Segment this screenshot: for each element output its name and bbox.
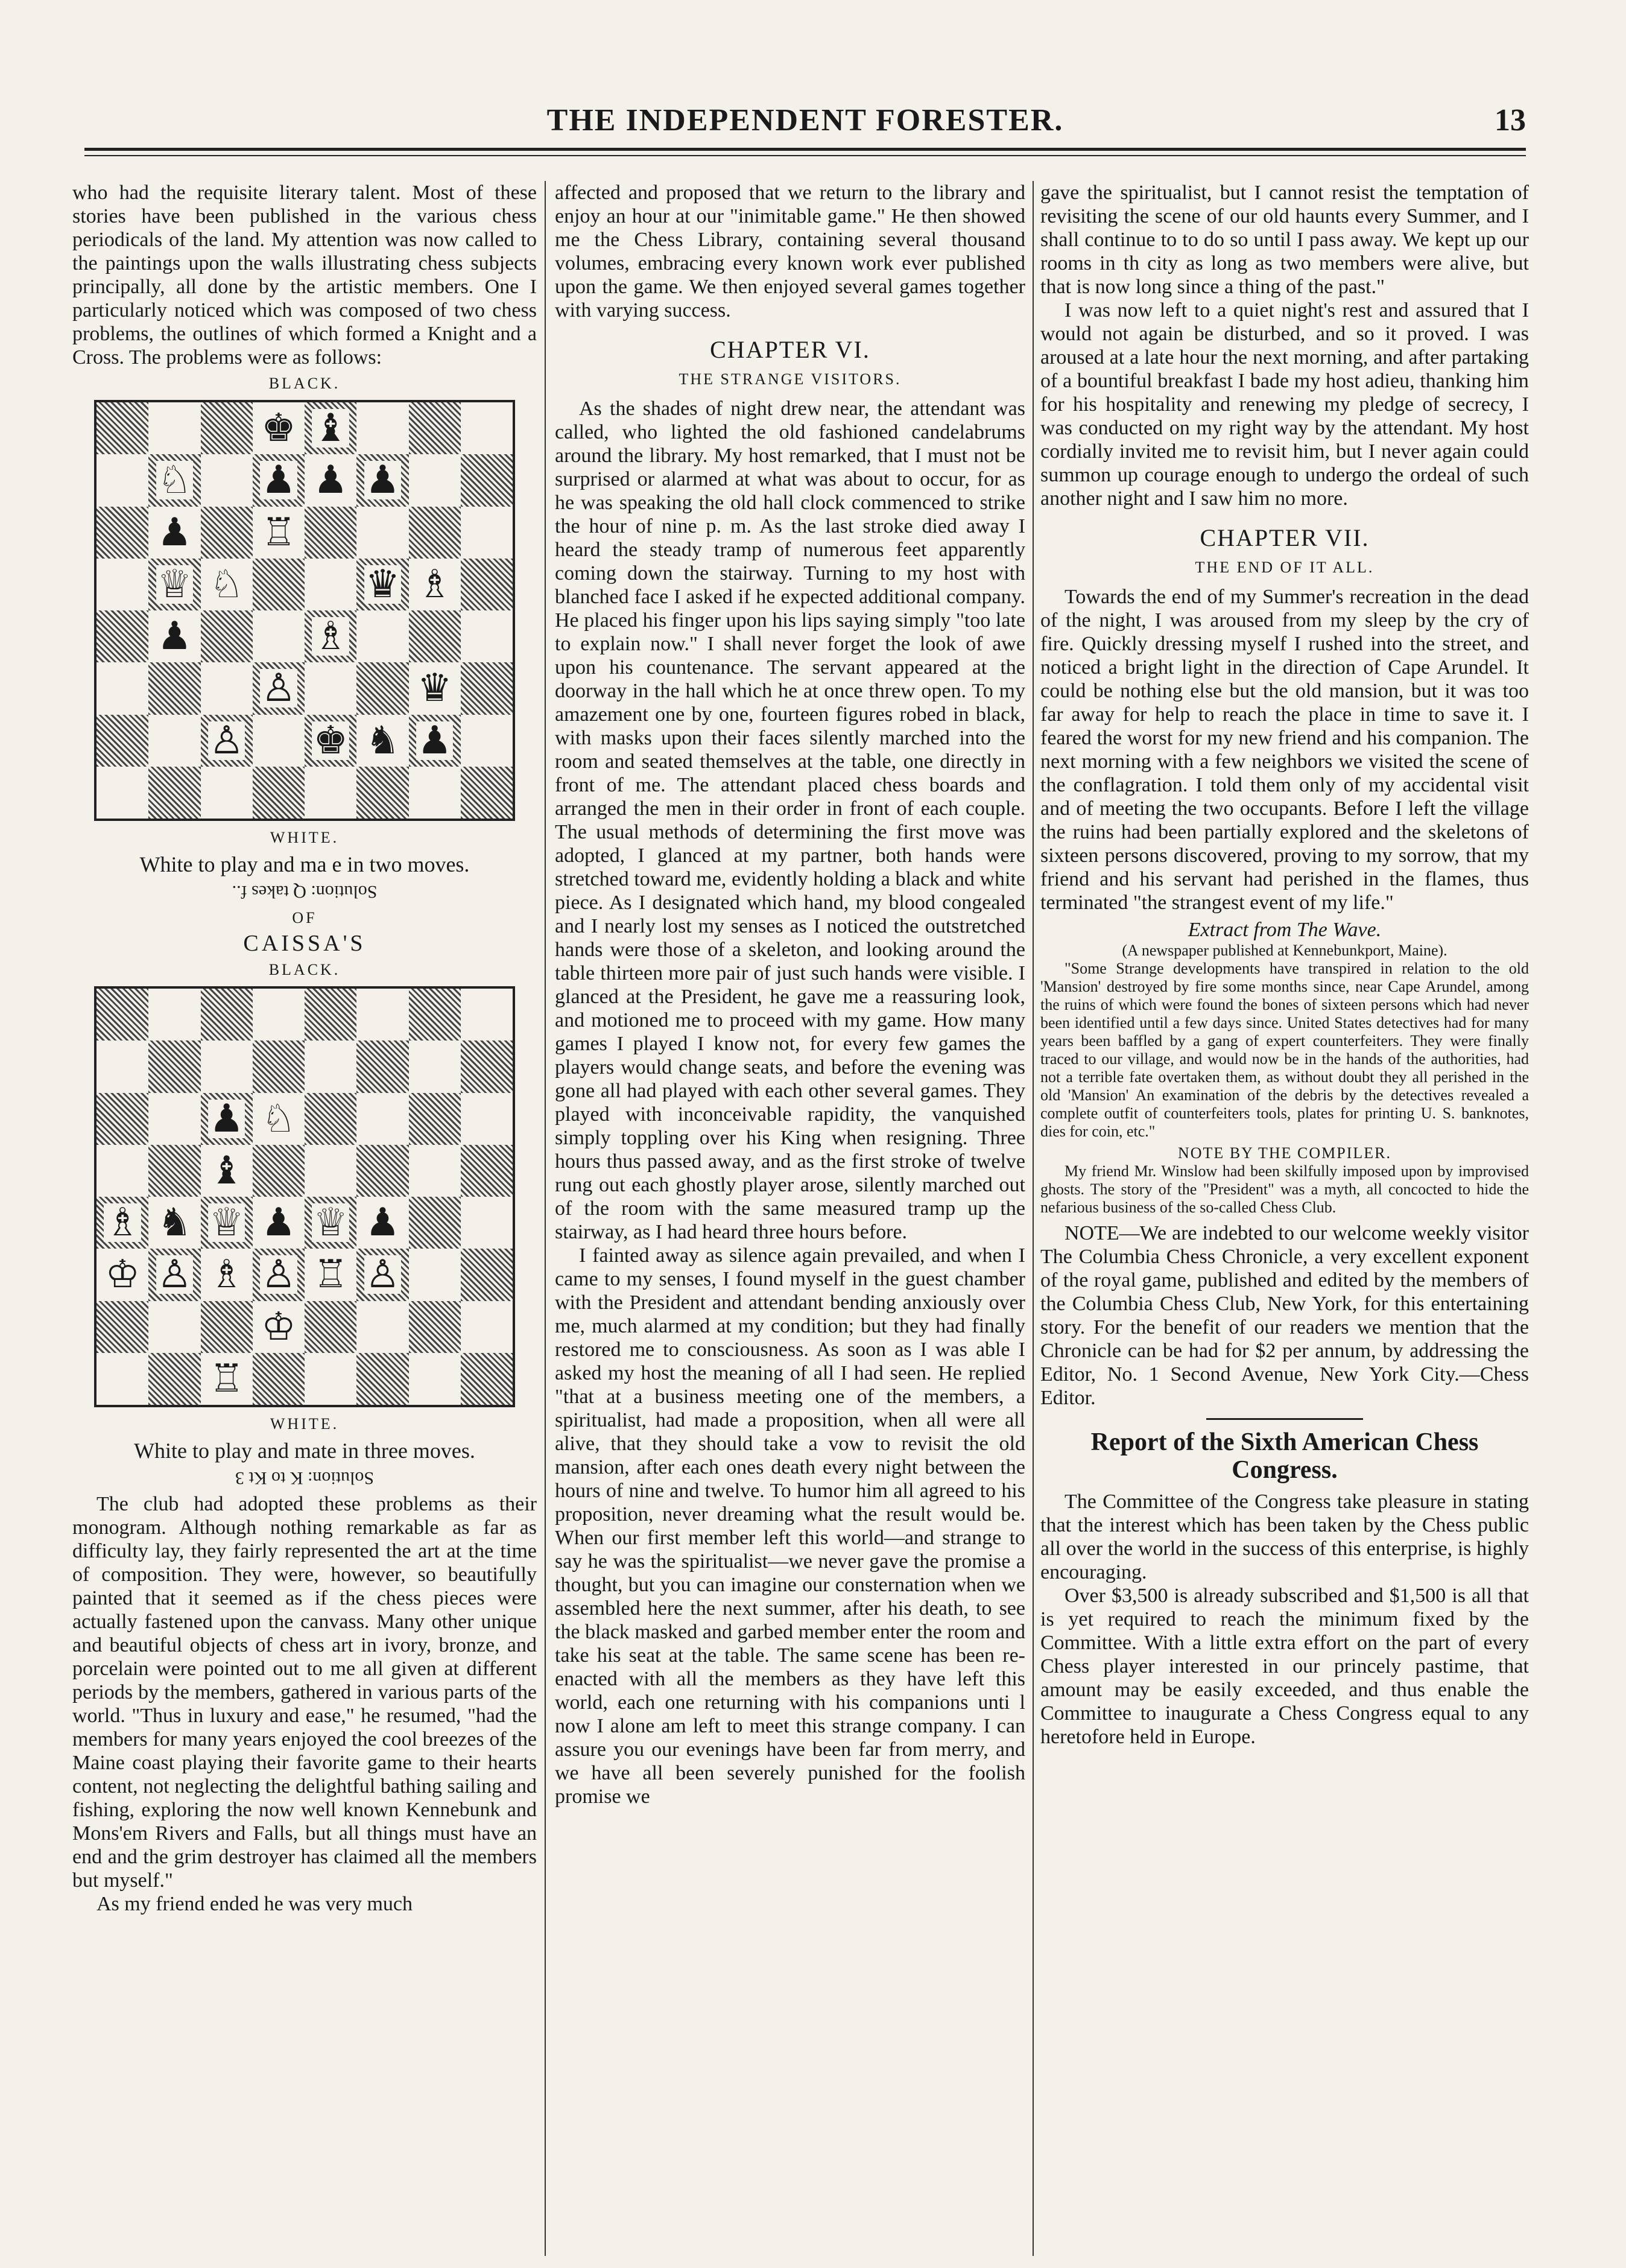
board-square [356,1301,408,1353]
board-square [148,559,200,610]
chapter-vii-heading: CHAPTER VII. [1200,524,1370,551]
board-square [356,662,408,714]
board-square [356,610,408,662]
chess-piece-icon: ♟ [157,510,192,555]
board-square [96,402,148,454]
board2-white-label: WHITE. [270,1415,340,1433]
board-square [96,1145,148,1197]
board-square [461,1093,513,1145]
board-square [409,454,461,506]
board-square [148,1249,200,1300]
chess-piece-icon: ♘ [261,1096,296,1141]
board-square [461,1041,513,1092]
chess-piece-icon: ♟ [417,718,452,763]
chess-piece-icon: ♙ [261,666,296,711]
board1-black-label: BLACK. [268,375,341,392]
board-square [305,767,356,819]
chess-piece-icon: ♟ [365,1200,400,1246]
board-square [409,1093,461,1145]
board-square [148,454,200,506]
column-divider-1 [545,181,546,2256]
board-square [201,610,253,662]
board-square [356,1249,408,1300]
board-square [253,1093,305,1145]
board-square [96,767,148,819]
board-square [409,715,461,767]
col3-paragraph-2: Towards the end of my Summer's recreation in the dead of the night, I was aroused from my sleep by the cry of fire. Quickly dressing myself I rushed into the street, and noticed a bright light in the direction of Cape Arundel. It could be nothing else but the old mansion, but it was too far away for help to reach the place in time to save it. I feared the worst for my new friend and his companion. The next morning with a few neighbors we visited the scene of the conflagration. I told them only of my accidental visit and of meeting the two occupants. Before I left the village the ruins had been partially explored and the skeletons of sixteen persons discovered, proving to my sorrow, that my friend and his servant had perished in the flames, thus terminated "the strangest event of my life." [1040,586,1529,914]
board-square [461,1197,513,1249]
column-1 [72,181,537,1916]
chess-piece-icon: ♟ [157,614,192,659]
chess-piece-icon: ♙ [209,718,244,763]
board-square [409,767,461,819]
board-square [253,1041,305,1092]
editor-note: NOTE—We are indebted to our welcome weekly visitor The Columbia Chess Chronicle, a very excellent exponent of the royal game, published and edited by the members of the Columbia Chess Club, New York, for this entertaining story. For the benefit of our readers we mention that the Chronicle can be had for $2 per annum, by addressing the Editor, No. 1 Second Avenue, New York City.—Chess Editor. [1040,1222,1529,1409]
board-square [461,1145,513,1197]
column-2 [555,181,1025,1808]
board-square [96,559,148,610]
chess-piece-icon: ♞ [157,1200,192,1246]
board-square [201,559,253,610]
chapter-vii-subheading: THE END OF IT ALL. [1195,559,1375,576]
column-divider-2 [1033,181,1034,2256]
board-square [148,1041,200,1092]
board-square [96,610,148,662]
of-label: OF [292,909,317,927]
chess-piece-icon: ♙ [365,1252,400,1297]
board-square [201,1145,253,1197]
chapter-vi-heading: CHAPTER VI. [710,336,870,363]
chess-piece-icon: ♟ [261,1200,296,1246]
board-square [148,767,200,819]
col3-paragraph-1: I was now left to a quiet night's rest and assured that I would not again be disturbed, and so it proved. I was aroused at a late hour the next morning, and after partaking of a bountiful breakfast I bade my host adieu, thanking him for his hospitality and renewing my pledge of secrecy, I was conducted on my right way by the attendant. My host cordially invited me to revisit him, but I never again could summon up courage enough to undergo the ordeal of such another night and I saw him no more. [1040,299,1529,510]
chess-piece-icon: ♗ [105,1200,140,1246]
board-square [305,1093,356,1145]
report-paragraph-1: The Committee of the Congress take pleasure in stating that the interest which has been taken by the Chess public all over the world in the success of this enterprise, is highly encouraging. [1040,1490,1529,1583]
board-square [201,402,253,454]
board-square [305,1145,356,1197]
column-3 [1040,181,1529,1749]
col2-paragraph-1: As the shades of night drew near, the attendant was called, who lighted the old fashioned candelabrums around the library. My host remarked, that I must not be surprised or alarmed at what was about to occur, for as he was speaking the old hall clock commenced to strike the hour of nine p. m. As the last stroke died away I heard the steady tramp of numerous feet apparently coming down the stairway. Turning to my host with blanched face I asked if he expected additional company. He placed his finger upon his lips saying simply "too late to explain now." I shall never forget the look of awe upon his countenance. The servant appeared at the doorway in the hall which he at once threw open. To my amazement one by one, fourteen figures robed in black, with masks upon their faces silently marched into the room and seated themselves at the table, one directly in front of me. The attendant placed chess boards and arranged the men in their order in front of each couple. The usual methods of determining the first move was adopted, I glanced at my partner, both hands were stretched toward me, evidently holding a black and white piece. As I designated which hand, my blood congealed and I nearly lost my senses as I noticed the outstretched hands were those of a skeleton, and looking around the table thirteen more pair of just such hands were visible. I glanced at the President, he gave me a reassuring look, and motioned me to proceed with my game. How many games I played I know not, for every few games the players would change seats, and before the evening was gone all had played with each other several games. They played with inconceivable rapidity, the vanquished simply toppling over his King when resigning. Three hours thus passed away, and as the first stroke of twelve rung out each ghostly player arose, silently marched out of the room with the same measured tramp up the stairway, as I had heard three hours before. [555,398,1025,1243]
board-square [148,989,200,1041]
board-square [356,715,408,767]
chess-piece-icon: ♟ [261,458,296,503]
board-square [356,1353,408,1405]
board-square [461,715,513,767]
board-square [305,1041,356,1092]
board-square [96,989,148,1041]
board1-caption: White to play and ma e in two moves. [139,852,470,876]
board-square [305,1249,356,1300]
board-square [201,715,253,767]
board-square [305,989,356,1041]
board-square [305,559,356,610]
board-square [201,1249,253,1300]
board-square [253,1353,305,1405]
board-square [409,1041,461,1092]
board2-caption: White to play and mate in three moves. [134,1439,475,1463]
chess-piece-icon: ♝ [313,406,348,451]
board-square [201,1301,253,1353]
board-square [201,1197,253,1249]
caissa-label: CAISSA'S [243,931,366,956]
chess-piece-icon: ♛ [365,562,400,607]
board-square [461,454,513,506]
board-square [461,1301,513,1353]
board-square [409,402,461,454]
chess-piece-icon: ♗ [209,1252,244,1297]
board-square [148,507,200,559]
chess-piece-icon: ♖ [261,510,296,555]
board-square [253,559,305,610]
board-square [201,989,253,1041]
board-square [253,610,305,662]
board-square [356,1041,408,1092]
chess-piece-icon: ♙ [261,1252,296,1297]
chess-piece-icon: ♕ [157,562,192,607]
report-paragraph-2: Over $3,500 is already subscribed and $1,500 is all that is yet required to reach the minimum fixed by the Committee. With a little extra effort on the part of every Chess player interested in our princely pastime, that amount may be easily exceeded, and thus enable the Committee to inaugurate a Chess Congress equal to any heretofore held in Europe. [1040,1585,1529,1748]
chess-piece-icon: ♚ [261,406,296,451]
board-square [253,662,305,714]
chess-piece-icon: ♚ [313,718,348,763]
board-square [409,1301,461,1353]
chess-piece-icon: ♙ [157,1252,192,1297]
chess-piece-icon: ♘ [157,458,192,503]
board-square [148,1197,200,1249]
header-rule-thin [84,155,1526,156]
board-square [148,662,200,714]
board-square [253,507,305,559]
board-square [148,1353,200,1405]
board1-white-label: WHITE. [270,829,340,846]
board-square [461,989,513,1041]
chess-board-2 [94,986,515,1407]
board1-solution: Solution: Q takes f.. [232,882,378,902]
board-square [305,454,356,506]
board-square [409,507,461,559]
board-square [305,1353,356,1405]
board-square [356,507,408,559]
chess-piece-icon: ♟ [313,458,348,503]
header-rule-thick [84,148,1526,151]
board-square [148,1301,200,1353]
chess-piece-icon: ♘ [209,562,244,607]
board-square [201,662,253,714]
chess-piece-icon: ♕ [209,1200,244,1246]
board-square [253,1301,305,1353]
board-square [96,1093,148,1145]
board-square [96,1197,148,1249]
board-square [461,662,513,714]
note-body: My friend Mr. Winslow had been skilfully imposed upon by improvised ghosts. The story of the "President" was a myth, all concocted to hide the nefarious business of the so-called Chess Club. [1040,1162,1529,1216]
board-square [305,662,356,714]
board-square [253,454,305,506]
board-square [409,662,461,714]
board-square [356,559,408,610]
board-square [96,1249,148,1300]
board-square [96,715,148,767]
board-square [253,989,305,1041]
board-square [201,454,253,506]
board-square [461,1249,513,1300]
board-square [461,767,513,819]
board-square [305,507,356,559]
chess-piece-icon: ♟ [365,458,400,503]
board-square [201,1093,253,1145]
board-square [409,1197,461,1249]
board2-black-label: BLACK. [268,961,341,978]
chess-piece-icon: ♗ [417,562,452,607]
board-square [96,1301,148,1353]
board-square [305,1197,356,1249]
col3-intro: gave the spiritualist, but I cannot resist the temptation of revisiting the scene of our old haunts every Summer, and I shall continue to to do so until I pass away. We kept up our rooms in th city as long as two members were alive, but that is now long since a thing of the past." [1040,182,1529,298]
board-square [356,1197,408,1249]
chess-piece-icon: ♛ [417,666,452,711]
publication-title: THE INDEPENDENT FORESTER. [546,103,1064,138]
chess-piece-icon: ♞ [365,718,400,763]
chess-piece-icon: ♗ [313,614,348,659]
board-square [461,610,513,662]
board-square [201,767,253,819]
board-square [96,507,148,559]
board-square [148,715,200,767]
chess-piece-icon: ♖ [209,1356,244,1401]
board-square [96,454,148,506]
board-square [201,1353,253,1405]
board-square [305,715,356,767]
board-square [253,1197,305,1249]
chess-piece-icon: ♕ [313,1200,348,1246]
board-square [305,1301,356,1353]
board-square [409,1249,461,1300]
board-square [96,1041,148,1092]
chess-board-1 [94,400,515,821]
chess-piece-icon: ♝ [209,1148,244,1193]
board-square [409,1145,461,1197]
board-square [356,1145,408,1197]
chapter-vi-subheading: THE STRANGE VISITORS. [679,370,902,388]
extract-subtitle: (A newspaper published at Kennebunkport, Maine). [1122,942,1447,959]
board-square [356,1093,408,1145]
board-square [461,507,513,559]
board-square [409,559,461,610]
chess-piece-icon: ♔ [105,1252,140,1297]
board-square [356,989,408,1041]
col1-paragraph-2: As my friend ended he was very much [96,1893,413,1915]
col2-intro: affected and proposed that we return to the library and enjoy an hour at our "inimitable game." He then showed me the Chess Library, containing several thousand volumes, embracing every known work ever published upon the game. We then enjoyed several games together with varying success. [555,182,1025,322]
board-square [253,715,305,767]
board-square [96,662,148,714]
board-square [409,610,461,662]
board-square [356,454,408,506]
board-square [253,1249,305,1300]
board2-solution: Solution: K to Kt 3 [235,1468,375,1488]
extract-body: "Some Strange developments have transpired in relation to the old 'Mansion' destroyed by fire some months since, near Cape Arundel, among the ruins of which were found the bones of sixteen persons which had never been identified until a few days since. United States detectives had for many years been baffled by a gang of expert counterfeiters. They were finally traced to our village, and would now be in the hands of the authorities, had not a terrible fate overtaken them, as without doubt they all perished in the old 'Mansion' An examination of the debris by the detectives revealed a complete outfit of counterfeiters tools, plates for printing U. S. banknotes, dies for coin, etc." [1040,960,1529,1140]
board-square [356,402,408,454]
chess-piece-icon: ♖ [313,1252,348,1297]
board-square [148,610,200,662]
extract-title: Extract from The Wave. [1188,919,1382,941]
board-square [148,402,200,454]
chess-piece-icon: ♔ [261,1304,296,1349]
board-square [461,559,513,610]
board-square [356,767,408,819]
board-square [201,1041,253,1092]
col2-paragraph-2: I fainted away as silence again prevailed, and when I came to my senses, I found myself in the guest chamber with the President and attendant bending anxiously over me, much alarmed at my condition; but they had finally restored me to consciousness. As soon as I was able I asked my host the meaning of all I had seen. He replied "that at a business meeting one of the members, a spiritualist, had made a proposition, when all were all alive, that they should take a vow to revisit the old mansion, after each ones death every night between the hours of nine and twelve. To humor him all agreed to his proposition, never dreaming what the result would be. When our first member left this world—and strange to say he was the spiritualist—we never gave the promise a thought, but you can imagine our consternation when we assembled here the next summer, after his death, to see the black masked and garbed member enter the room and take his seat at the table. The same scene has been re-enacted with all the members as they have left this world, each one returning with his companions unti l now I alone am left to meet this strange company. I can assure you our evenings have been far from merry, and we have all been severely punished for the foolish promise we [555,1244,1025,1808]
board-square [253,402,305,454]
board-square [96,1353,148,1405]
board-square [409,1353,461,1405]
board-square [461,402,513,454]
board-square [461,1353,513,1405]
board-square [201,507,253,559]
board-square [305,610,356,662]
col1-intro: who had the requisite literary talent. Most of these stories have been published in the various chess periodicals of the land. My attention was now called to the paintings upon the walls illustrating chess subjects principally, all done by the artistic members. One I particularly noticed which was composed of two chess problems, the outlines of which formed a Knight and a Cross. The problems were as follows: [72,182,537,369]
board-square [148,1093,200,1145]
note-title: NOTE BY THE COMPILER. [1178,1144,1391,1162]
page-number: 13 [1495,103,1526,138]
board-square [253,1145,305,1197]
board-square [253,767,305,819]
chess-piece-icon: ♟ [209,1096,244,1141]
report-title: Report of the Sixth American Chess Congress. [1090,1428,1479,1484]
section-divider [1206,1418,1363,1420]
col1-paragraph: The club had adopted these problems as their monogram. Although nothing remarkable as far as difficulty lay, they fairly represented the art at the time of composition. They were, however, so beautifully painted that it seemed as if the chess pieces were actually fastened upon the canvass. Many other unique and beautiful objects of chess art in ivory, bronze, and porcelain were pointed out to me all given at different periods by the members, gathered in various parts of the world. "Thus in luxury and ease," he resumed, "had the members for many years enjoyed the cool breezes of the Maine coast playing their favorite game to their hearts content, not neglecting the delightful bathing sailing and fishing, exploring the now well known Kennebunk and Mons'em Rivers and Falls, but all things must have an end and the grim destroyer has claimed all the members but myself." [72,1493,537,1892]
board-square [148,1145,200,1197]
board-square [305,402,356,454]
board-square [409,989,461,1041]
